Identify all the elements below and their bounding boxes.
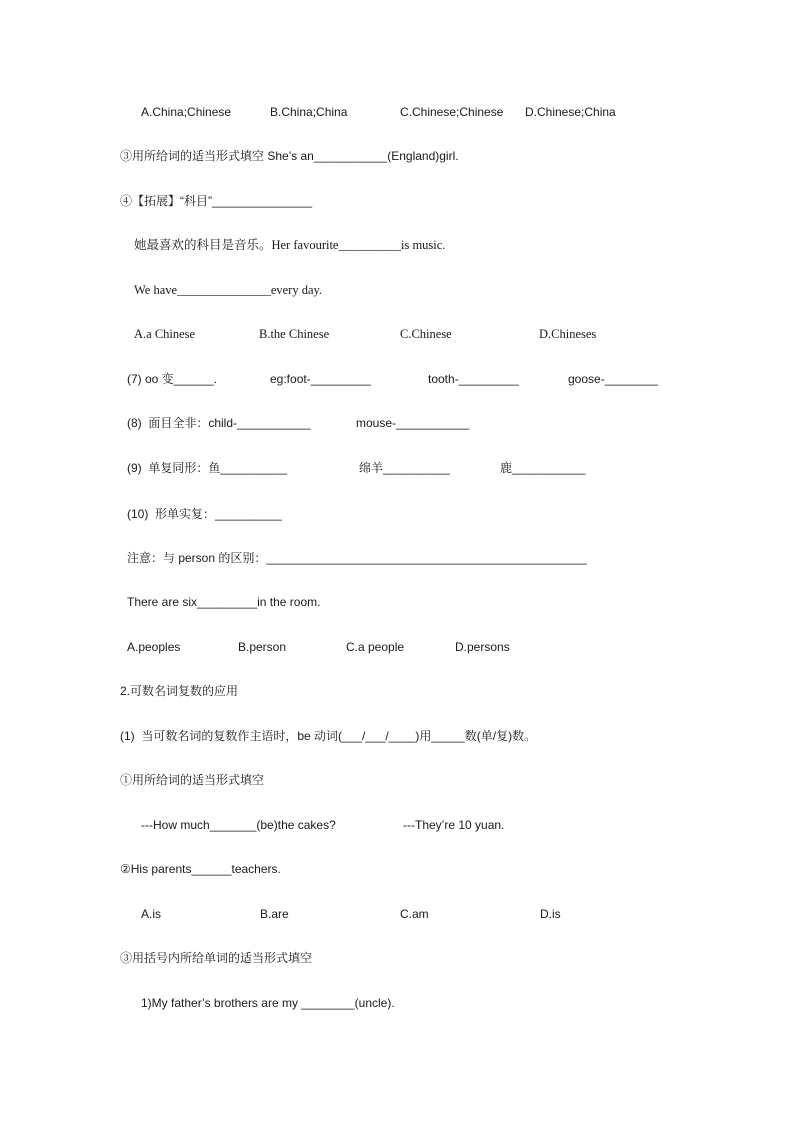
example-foot: eg:foot-_________ bbox=[270, 372, 371, 386]
rule-plural-subject-be-verb: (1) 当可数名词的复数作主语时，be 动词(___/___/____)用_____数(单/复)数。 bbox=[120, 729, 537, 743]
option-b: B.person bbox=[238, 640, 287, 654]
favourite-subject-sentence: 她最喜欢的科目是音乐。Her favourite__________is music. bbox=[134, 238, 446, 252]
option-d: D.Chineses bbox=[539, 327, 597, 341]
option-a: A.is bbox=[141, 907, 162, 921]
option-c: C.am bbox=[400, 907, 429, 921]
example-deer: 鹿___________ bbox=[500, 461, 586, 475]
option-b: B.China;China bbox=[270, 105, 348, 119]
we-have-sentence: We have_______________every day. bbox=[134, 283, 323, 297]
uncle-sentence: 1)My father’s brothers are my ________(uncle). bbox=[141, 996, 395, 1010]
rule-oo-change: (7) oo 变______. bbox=[127, 372, 218, 386]
option-b: B.the Chinese bbox=[259, 327, 330, 341]
rule-irregular-child: (8) 面目全非：child-___________ bbox=[127, 416, 311, 430]
option-b: B.are bbox=[260, 907, 289, 921]
note-person-difference: 注意：与 person 的区别：________________________________________________ bbox=[127, 551, 587, 565]
extension-heading: ④【拓展】“科目”_______________ bbox=[120, 194, 313, 208]
option-a: A.peoples bbox=[127, 640, 181, 654]
option-d: D.persons bbox=[455, 640, 510, 654]
there-are-six-sentence: There are six_________in the room. bbox=[127, 595, 321, 609]
option-a: A.China;Chinese bbox=[141, 105, 232, 119]
option-c: C.a people bbox=[346, 640, 405, 654]
option-c: C.Chinese;Chinese bbox=[400, 105, 504, 119]
exercise-fill-england: ③用所给词的适当形式填空 She’s an___________(England)girl. bbox=[120, 149, 459, 163]
option-d: D.Chinese;China bbox=[525, 105, 616, 119]
exercise-heading-fill: ①用所给词的适当形式填空 bbox=[120, 773, 265, 787]
dialogue-answer: ---They’re 10 yuan. bbox=[403, 818, 505, 832]
his-parents-sentence: ②His parents______teachers. bbox=[120, 862, 281, 876]
option-c: C.Chinese bbox=[400, 327, 452, 341]
example-tooth: tooth-_________ bbox=[428, 372, 519, 386]
option-d: D.is bbox=[540, 907, 561, 921]
example-sheep: 绵羊__________ bbox=[359, 461, 450, 475]
dialogue-question: ---How much_______(be)the cakes? bbox=[141, 818, 336, 832]
example-mouse: mouse-___________ bbox=[356, 416, 470, 430]
option-a: A.a Chinese bbox=[134, 327, 196, 341]
exercise-heading-brackets: ③用括号内所给单词的适当形式填空 bbox=[120, 951, 313, 965]
rule-same-form-fish: (9) 单复同形：鱼__________ bbox=[127, 461, 288, 475]
example-goose: goose-________ bbox=[568, 372, 659, 386]
rule-singular-form-plural-meaning: (10) 形单实复：__________ bbox=[127, 507, 282, 521]
section-heading-plural-usage: 2.可数名词复数的应用 bbox=[120, 684, 239, 698]
